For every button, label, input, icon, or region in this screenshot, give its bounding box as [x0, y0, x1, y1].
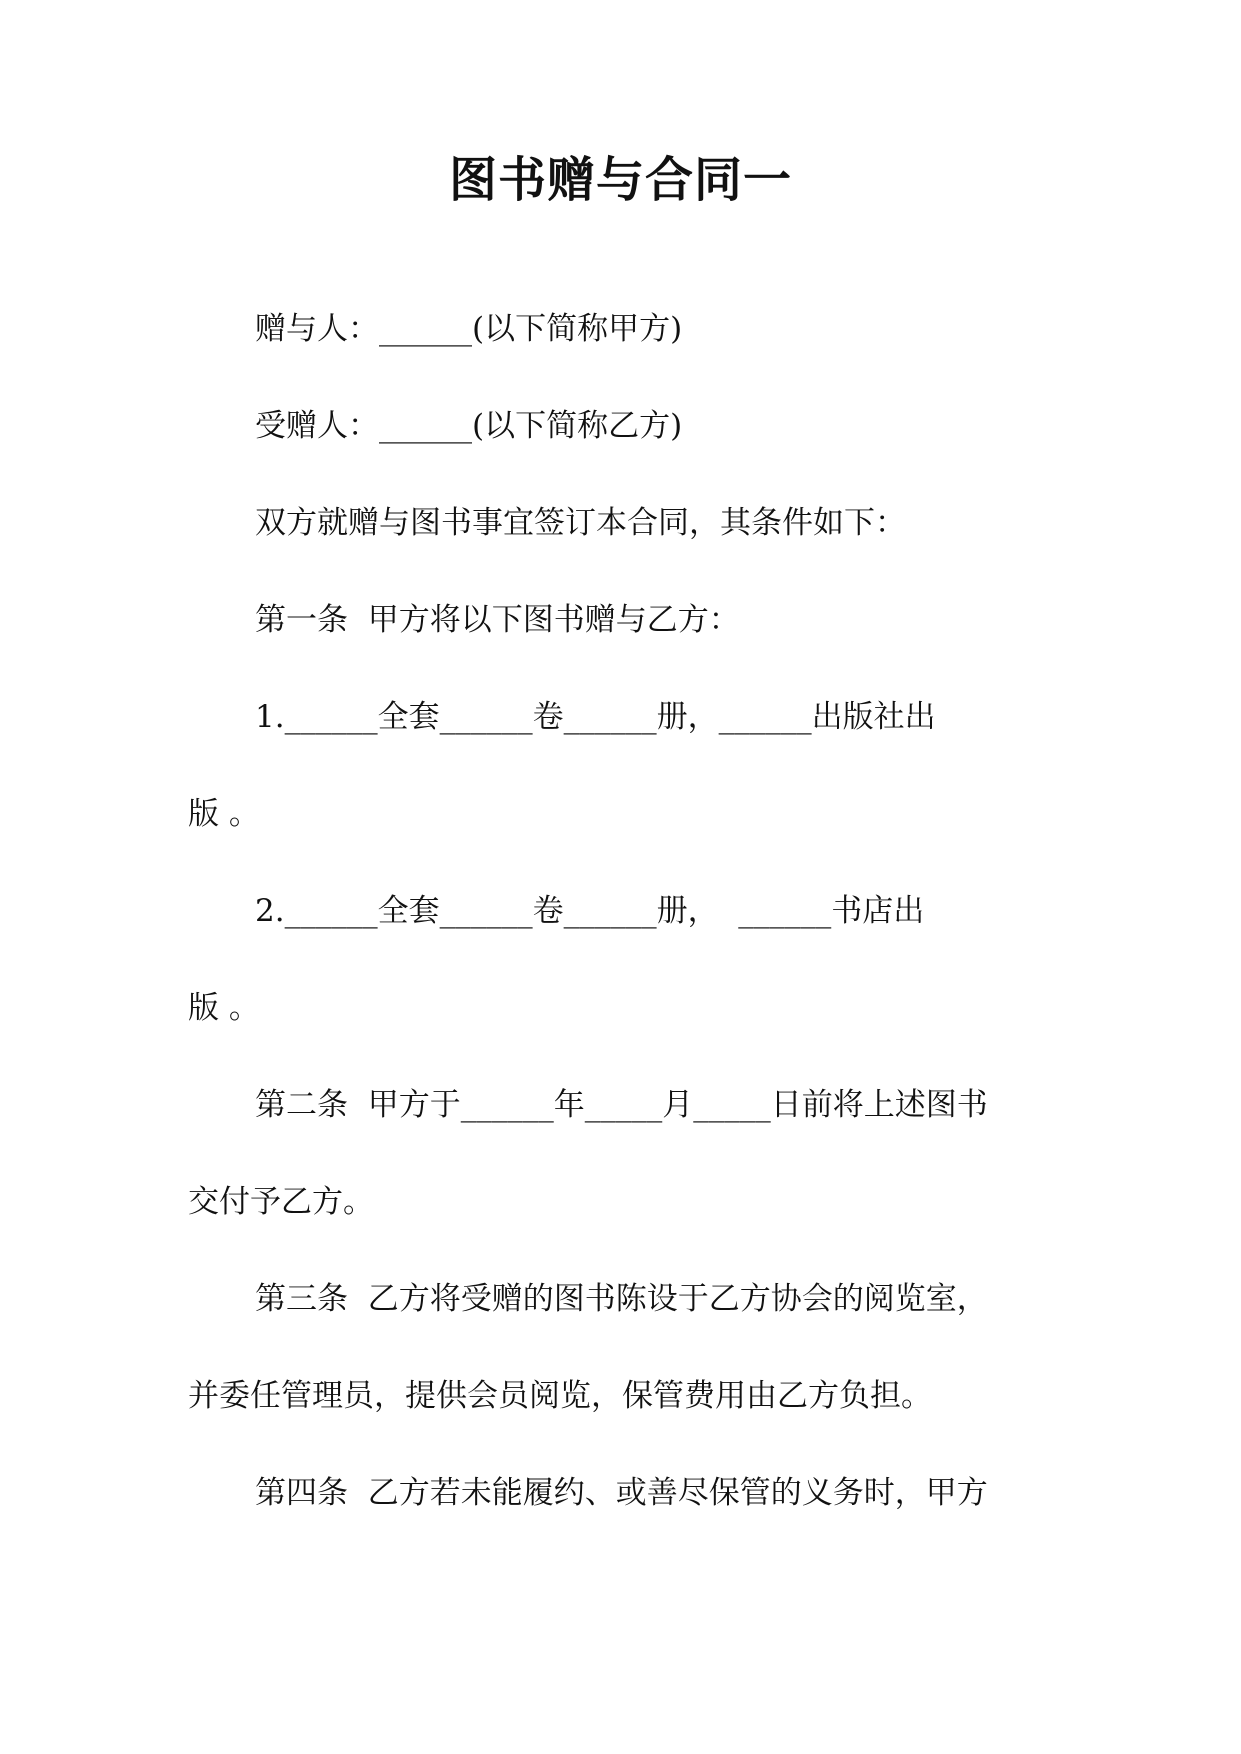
intro-line: 双方就赠与图书事宜签订本合同，其条件如下：	[255, 505, 906, 541]
article-two-continued: 交付予乙方。	[188, 1184, 374, 1220]
article-three-continued: 并委任管理员，提供会员阅览，保管费用由乙方负担。	[188, 1378, 932, 1414]
book-item-2-continued: 版 。	[188, 990, 260, 1026]
article-four: 第四条 乙方若未能履约、或善尽保管的义务时，甲方	[255, 1475, 988, 1511]
article-three: 第三条 乙方将受赠的图书陈设于乙方协会的阅览室，	[255, 1281, 988, 1317]
donor-line: 赠与人：______(以下简称甲方)	[255, 311, 683, 347]
book-item-1-continued: 版 。	[188, 796, 260, 832]
recipient-line: 受赠人：______(以下简称乙方)	[255, 408, 683, 444]
document-title: 图书赠与合同一	[448, 152, 792, 208]
article-two: 第二条 甲方于______年_____月_____日前将上述图书	[255, 1087, 988, 1123]
book-item-2: 2.______全套______卷______册， ______书店出	[255, 893, 925, 929]
article-one-heading: 第一条 甲方将以下图书赠与乙方：	[255, 602, 740, 638]
book-item-1: 1.______全套______卷______册，______出版社出	[255, 699, 936, 735]
